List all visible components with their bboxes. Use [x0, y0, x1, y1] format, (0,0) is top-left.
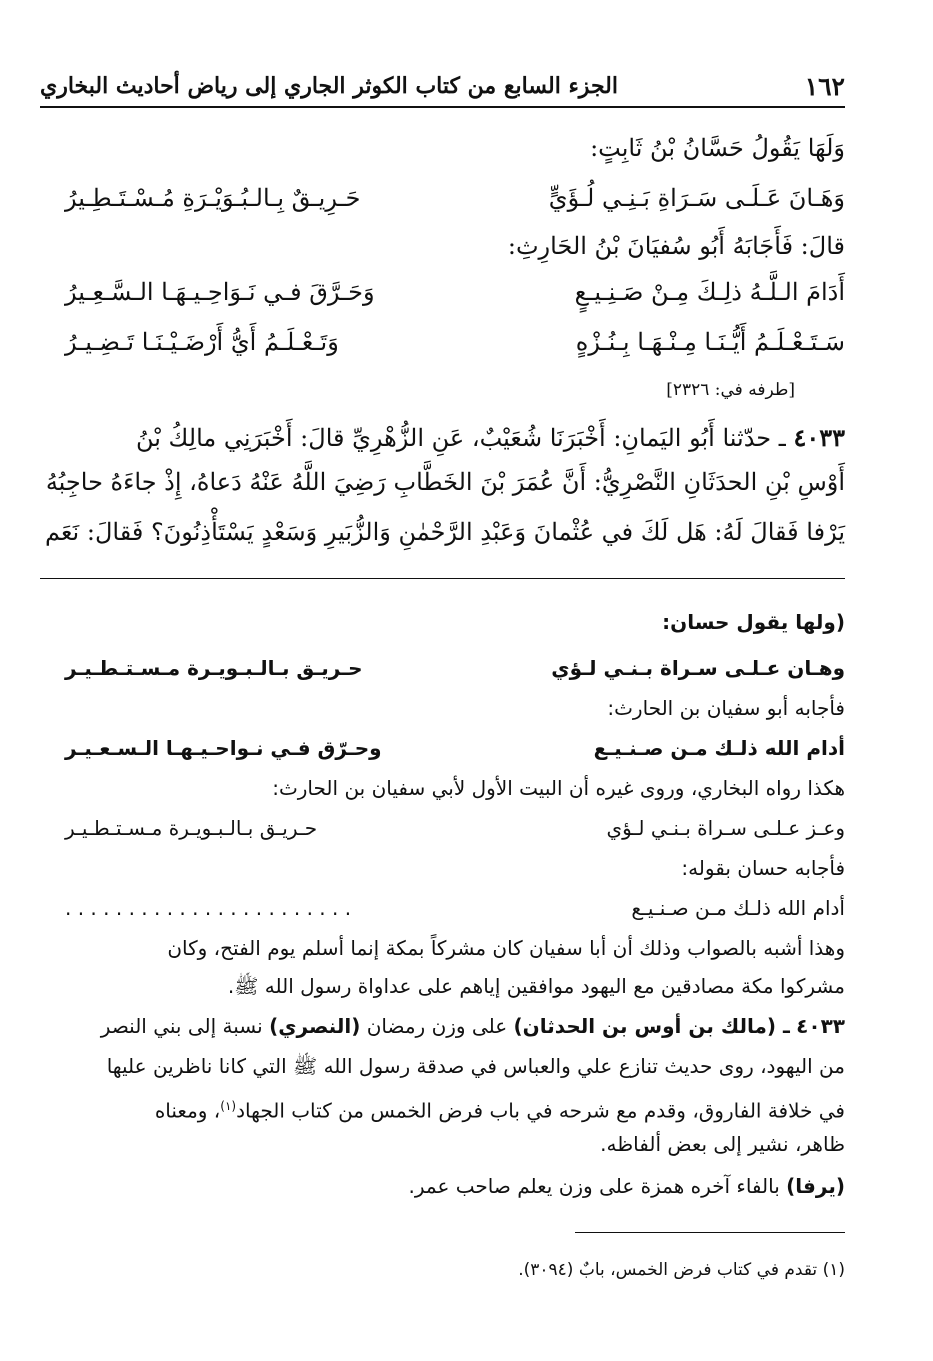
verse-second-hemistich: حـريـق بـالـبـويـرة مـسـتـطـيـر: [65, 816, 318, 840]
entry-term: ـ (مالك بن أوس بن الحدثان): [513, 1014, 790, 1038]
commentary-line: هكذا رواه البخاري، وروى غيره أن البيت الأول لأبي سفيان بن الحارث:: [272, 776, 845, 800]
book-page: [40, 0, 845, 1361]
entry-text: على وزن رمضان: [366, 1014, 508, 1038]
verse-first-hemistich: أدام الله ذلـك مـن صـنـيـع: [631, 896, 845, 920]
commentary-line: وهذا أشبه بالصواب وذلك أن أبا سفيان كان مشركاً بمكة إنما أسلم يوم الفتح، وكان: [167, 936, 845, 960]
entry-number: ٤٠٣٣: [796, 1014, 845, 1038]
commentary-line: من اليهود، روى حديث تنازع علي والعباس في صدقة رسول الله ﷺ التي كانا ناظرين عليها: [106, 1054, 845, 1078]
tarf-reference: [طرفه في: ٢٣٢٦]: [666, 380, 795, 400]
verse-first-hemistich: أَدَامَ الـلَّـهُ ذلِـكَ مِـنْ صَـنِـيـعٍ: [574, 278, 845, 306]
commentary-line: فأجابه حسان بقوله:: [681, 856, 845, 880]
commentary-line: ظاهر، نشير إلى بعض ألفاظه.: [600, 1132, 845, 1156]
entry-text: نسبة إلى بني النصر: [100, 1014, 263, 1038]
running-title: الجزء السابع من كتاب الكوثر الجاري إلى رياض أحاديث البخاري: [40, 73, 618, 99]
footnote-marker: (١): [822, 1260, 845, 1280]
footnote-text: تقدم في كتاب فرض الخمس، بابٌ (٣٠٩٤).: [518, 1260, 818, 1280]
verse-first-hemistich: وعـز عـلـى سـراة بـنـي لـؤي: [606, 816, 845, 840]
verse-first-hemistich: أدام الله ذلـك مـن صـنـيـع: [593, 736, 845, 760]
verse-second-hemistich: وَحَـرَّقَ فـي نَـوَاحِـيـهَـا الـسَّـعِـيرُ: [65, 278, 375, 306]
entry-text: ، ومعناه: [154, 1098, 221, 1123]
page-number: ١٦٢: [804, 71, 845, 101]
hadith-line: أَوْسِ بْنِ الحدَثَانِ النَّصْرِيُّ: أَنَّ عُمَرَ بْنَ الخَطَّابِ رَضِيَ اللَّهُ عَنْهُ دَعاهُ، إِذْ جاءَهُ حاجِبُهُ: [45, 468, 845, 496]
hadith-number: ٤٠٣٣: [793, 423, 845, 452]
hadith-line: [40, 418, 845, 458]
entry-term: (النصري): [269, 1014, 361, 1038]
entry-term: (يرفا): [786, 1174, 845, 1198]
verse-second-hemistich: وحـرّق فـي نـواحـيـهـا الـسـعـيـر: [65, 736, 382, 760]
verse-intro: وَلَهَا يَقُولُ حَسَّانُ بْنُ ثَابِتٍ:: [590, 134, 845, 162]
commentary-line: [40, 1006, 845, 1046]
verse-first-hemistich: وَهَـانَ عَـلَـى سَـرَاةِ بَـنِـي لُـؤَيٍّ: [548, 184, 845, 212]
commentary-line: فأجابه أبو سفيان بن الحارث:: [607, 696, 845, 720]
verse-ellipsis: . . . . . . . . . . . . . . . . . . . . . . .: [65, 896, 352, 920]
commentary-line: [40, 1166, 845, 1206]
verse-first-hemistich: وهـان عـلـى سـراة بـنـي لـؤي: [551, 656, 845, 680]
hadith-line-text: ـ حدّثنا أَبُو اليَمانِ: أَخْبَرَنَا شُعَيْبٌ، عَنِ الزُّهْرِيِّ قالَ: أَخْبَرَنِي مالِكُ بْنُ: [135, 424, 786, 452]
verse-second-hemistich: وَتَـعْـلَـمُ أَيُّ أَرْضَـيْـنَـا تَـضِـيـرُ: [65, 328, 339, 356]
reply-intro-text: قالَ: فَأَجَابَهُ أَبُو سُفيَانَ بْنُ الحَارِثِ:: [507, 232, 845, 260]
verse-first-hemistich: سَـتَـعْـلَـمُ أَيُّـنَـا مِـنْـهَـا بِـنُـزْهٍ: [575, 328, 845, 356]
footnote-separator: [575, 1232, 845, 1233]
hadith-line: يَرْفا فَقالَ لَهُ: هَل لَكَ في عُثْمانَ وَعَبْدِ الرَّحْمٰنِ وَالزُّبَيرِ وَسَعْدٍ يَسْتَأْذِنُونَ؟ فَقالَ: نَعَم: [45, 518, 845, 546]
section-separator: [40, 578, 845, 579]
entry-text: في خلافة الفاروق، وقدم مع شرحه في باب فرض الخمس من كتاب الجهاد: [236, 1098, 845, 1123]
verse-second-hemistich: حَـرِيـقٌ بِـالـبُـوَيْـرَةِ مُـسْـتَـطِـيرُ: [65, 184, 361, 212]
footnote-ref[interactable]: (١): [220, 1099, 237, 1113]
entry-text: بالفاء آخره همزة على وزن يعلم صاحب عمر.: [408, 1174, 780, 1198]
commentary-intro: (ولها يقول حسان:: [662, 610, 845, 634]
footnote: [40, 1250, 845, 1290]
commentary-line: مشركوا مكة مصادقين مع اليهود موافقين إياهم على عداواة رسول الله ﷺ.: [227, 974, 845, 998]
page-header: [40, 66, 845, 108]
verse-second-hemistich: حـريـق بـالـبـويـرة مـسـتـطـيـر: [65, 656, 363, 680]
